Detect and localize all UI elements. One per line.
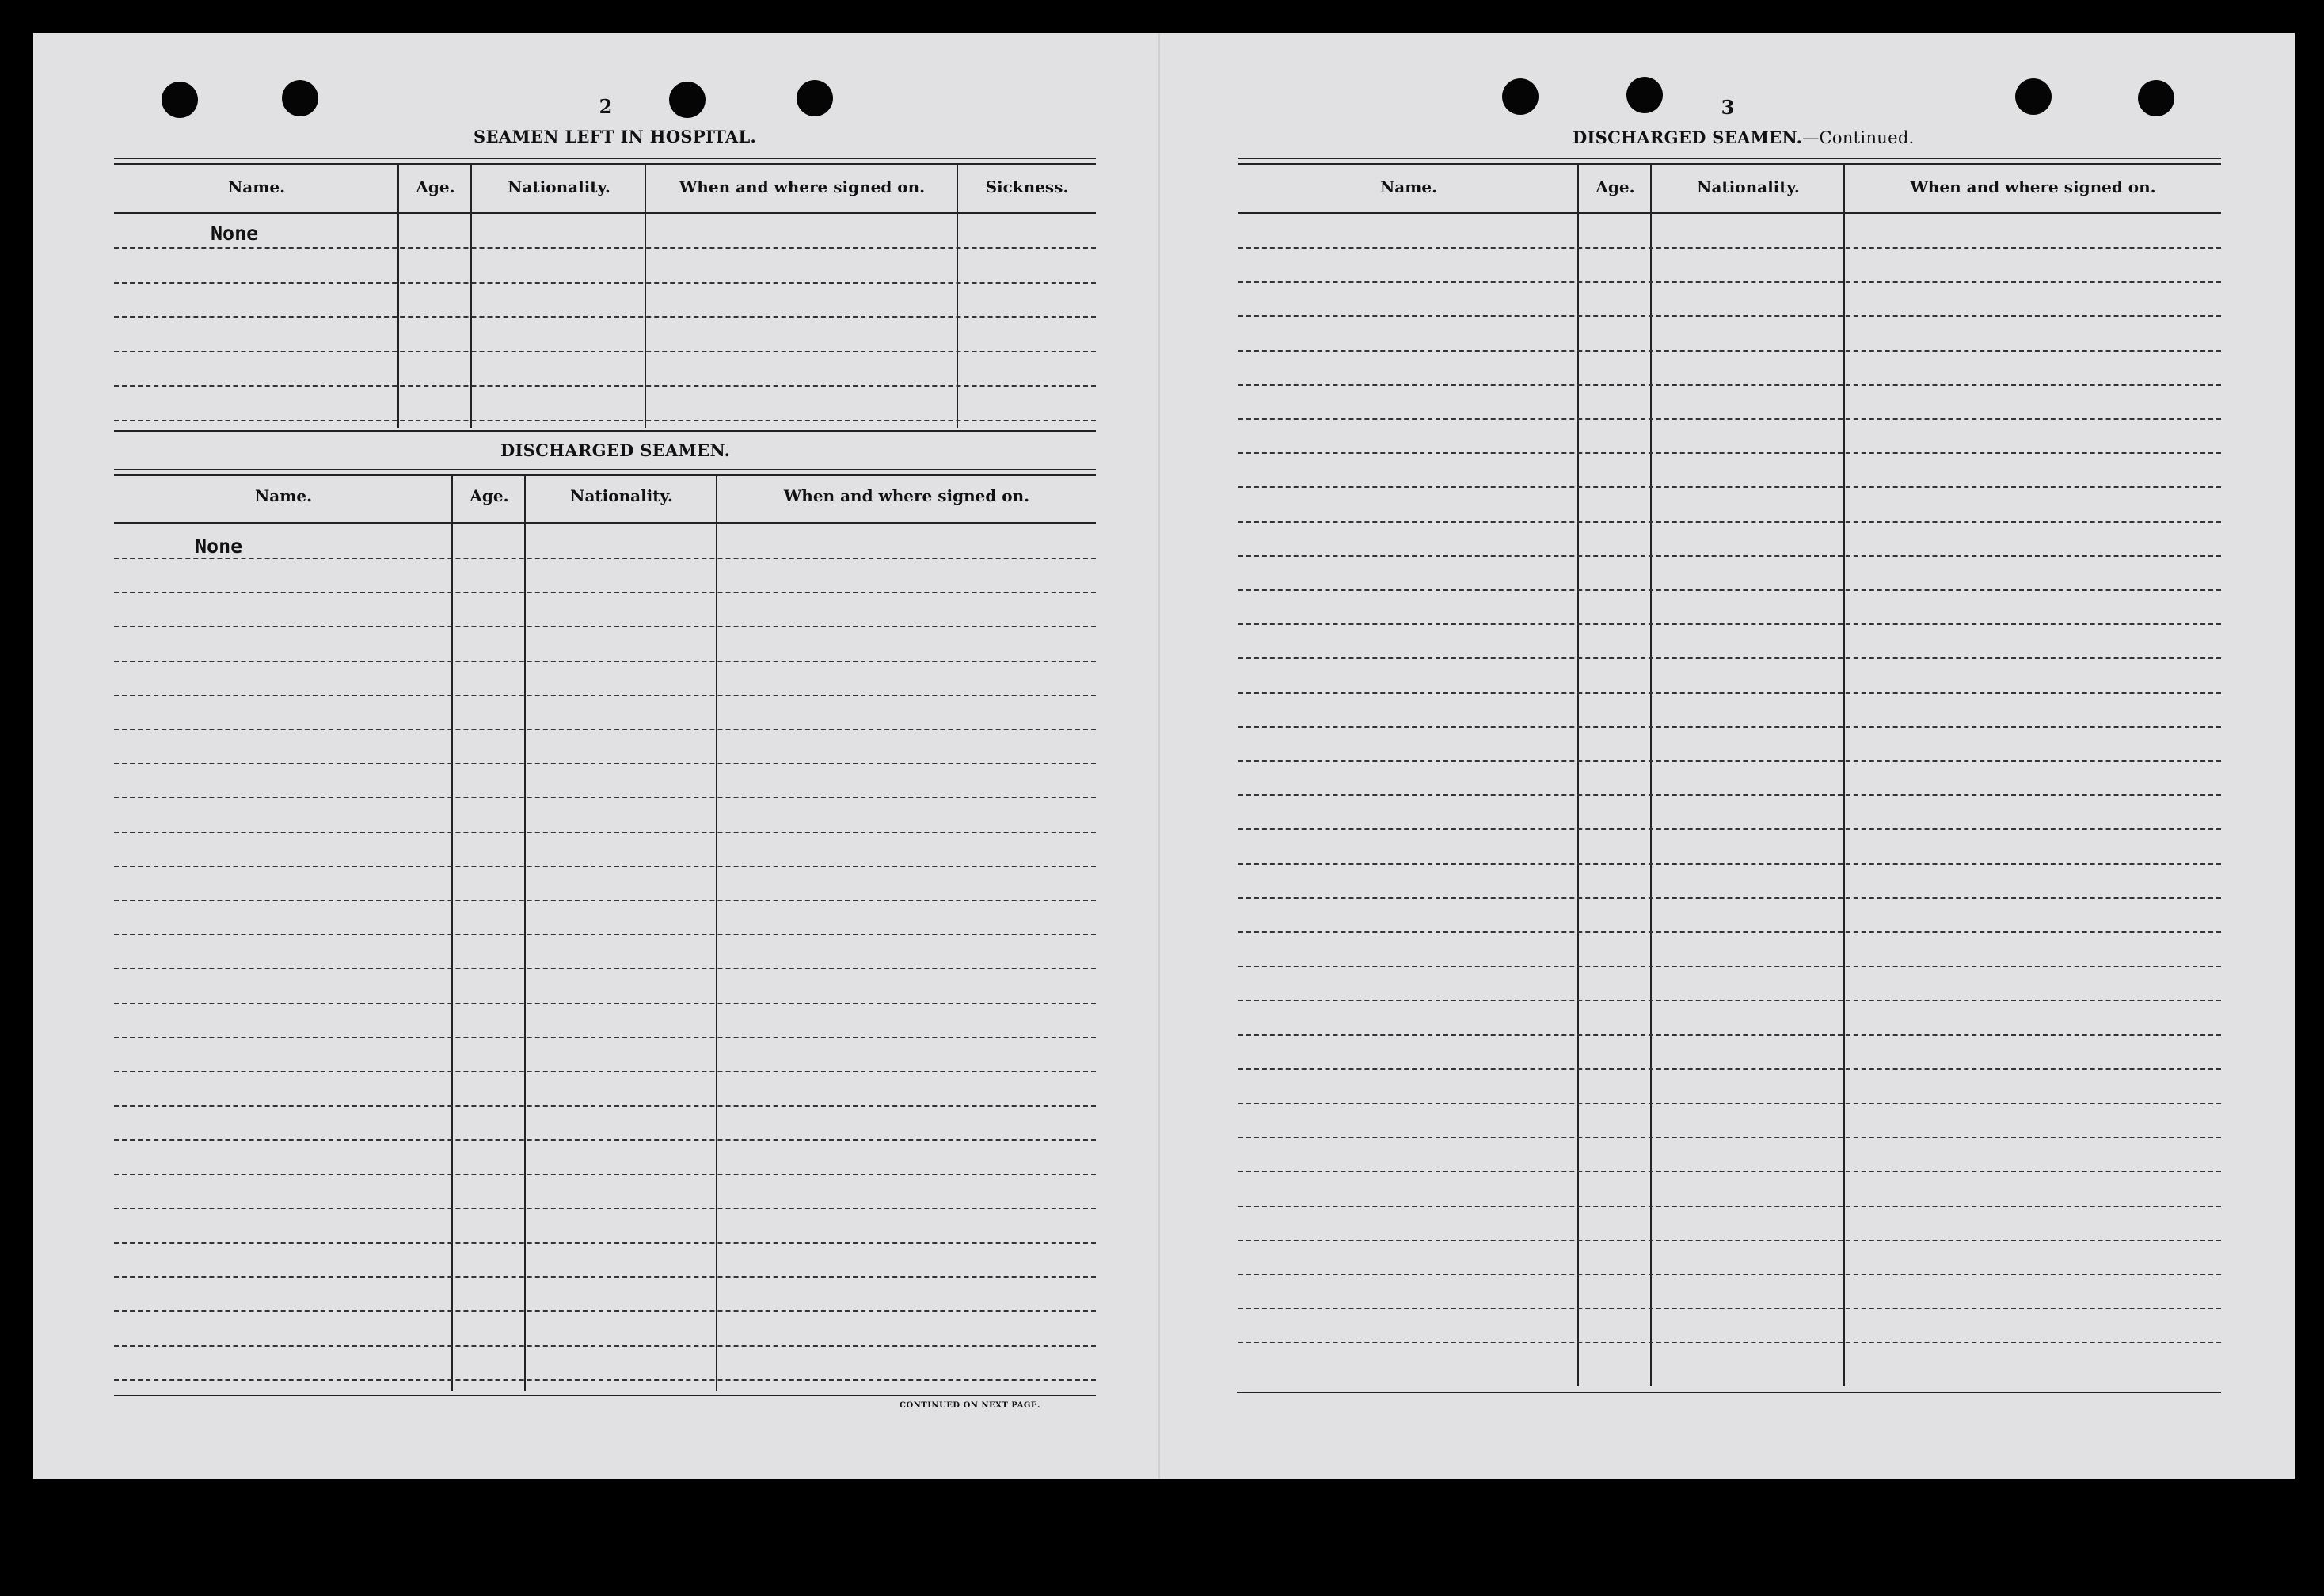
page-number: 2	[599, 95, 613, 118]
col-header-age: Age.	[416, 177, 455, 196]
ruled-row-line	[1238, 247, 2221, 249]
ruled-row-line	[1238, 589, 2221, 591]
column-divider	[470, 165, 472, 428]
ruled-row-line	[1238, 897, 2221, 899]
ruled-row-line	[114, 695, 1096, 696]
punch-hole-icon	[162, 82, 198, 118]
left-page	[33, 33, 1160, 1479]
col-header-name: Name.	[1379, 177, 1438, 196]
table-bottom-rule	[1237, 1392, 2221, 1393]
ruled-row-line	[114, 282, 1096, 284]
table-top-rule	[1238, 163, 2221, 165]
ruled-row-line	[114, 1379, 1096, 1381]
ruled-row-line	[1238, 384, 2221, 386]
ruled-row-line	[1238, 1103, 2221, 1104]
ruled-row-line	[114, 1310, 1096, 1312]
ruled-row-line	[1238, 863, 2221, 865]
ruled-row-line	[114, 420, 1096, 421]
ruled-row-line	[1238, 623, 2221, 625]
continued-suffix: —Continued.	[1802, 128, 1915, 147]
ruled-row-line	[1238, 350, 2221, 352]
ruled-row-line	[1238, 486, 2221, 488]
column-divider	[397, 165, 399, 428]
ruled-row-line	[114, 316, 1096, 318]
section-divider-rule	[114, 430, 1096, 432]
punch-hole-icon	[282, 80, 318, 116]
ruled-row-line	[1238, 966, 2221, 967]
ruled-row-line	[114, 558, 1096, 559]
ruled-row-line	[1238, 521, 2221, 523]
ruled-row-line	[114, 592, 1096, 593]
right-page	[1160, 33, 2295, 1479]
col-header-age: Age.	[1596, 177, 1635, 196]
ruled-row-line	[114, 797, 1096, 798]
ruled-row-line	[1238, 452, 2221, 454]
ruled-row-line	[114, 763, 1096, 764]
ruled-row-line	[114, 1071, 1096, 1072]
page-number: 3	[1721, 96, 1735, 119]
section-title-discharged-continued	[1573, 128, 1915, 147]
ruled-row-line	[114, 1174, 1096, 1175]
ruled-row-line	[1238, 692, 2221, 694]
ruled-row-line	[1238, 1342, 2221, 1343]
ruled-row-line	[1238, 555, 2221, 557]
punch-hole-icon	[2138, 80, 2174, 116]
ruled-row-line	[1238, 794, 2221, 796]
table-top-rule	[114, 469, 1096, 470]
ruled-row-line	[1238, 1206, 2221, 1207]
column-divider	[1577, 165, 1579, 1386]
col-header-nationality: Nationality.	[508, 177, 610, 196]
ruled-row-line	[114, 626, 1096, 627]
punch-hole-icon	[1502, 78, 1539, 115]
col-header-sickness: Sickness.	[985, 177, 1069, 196]
ruled-row-line	[1238, 726, 2221, 728]
ruled-row-line	[1238, 281, 2221, 283]
ruled-row-line	[1238, 1308, 2221, 1309]
ruled-row-line	[1238, 418, 2221, 420]
ruled-row-line	[114, 661, 1096, 662]
ruled-row-line	[1238, 1171, 2221, 1172]
ruled-row-line	[1238, 315, 2221, 317]
punch-hole-icon	[1626, 77, 1663, 113]
col-header-signed-on: When and where signed on.	[679, 177, 926, 196]
ruled-row-line	[1238, 1137, 2221, 1138]
ruled-row-line	[1238, 1000, 2221, 1001]
punch-hole-icon	[669, 82, 706, 118]
ruled-row-line	[114, 832, 1096, 833]
col-header-age: Age.	[470, 486, 509, 505]
ruled-row-line	[1238, 1034, 2221, 1036]
ruled-row-line	[1238, 760, 2221, 762]
col-header-name: Name.	[254, 486, 313, 505]
column-divider	[1843, 165, 1845, 1386]
continued-note: CONTINUED ON NEXT PAGE.	[900, 1401, 1041, 1410]
col-header-name: Name.	[227, 177, 286, 196]
col-header-nationality: Nationality.	[570, 486, 673, 505]
ruled-row-line	[1238, 1274, 2221, 1275]
ruled-row-line	[1238, 1068, 2221, 1070]
column-divider	[1650, 165, 1652, 1386]
section-title-hospital: SEAMEN LEFT IN HOSPITAL.	[474, 127, 757, 147]
ruled-row-line	[114, 1208, 1096, 1209]
column-divider	[645, 165, 646, 428]
header-underline	[114, 522, 1096, 524]
table-top-rule	[114, 163, 1096, 165]
ruled-row-line	[114, 1003, 1096, 1004]
table-top-rule	[114, 158, 1096, 159]
ruled-row-line	[114, 1105, 1096, 1107]
ruled-row-line	[114, 729, 1096, 730]
section-title-discharged: DISCHARGED SEAMEN.	[500, 440, 731, 460]
page-spine	[1158, 33, 1160, 1479]
ruled-row-line	[114, 1276, 1096, 1278]
ruled-row-line	[114, 351, 1096, 352]
header-underline	[114, 212, 1096, 214]
section-title-text: DISCHARGED SEAMEN.	[1573, 128, 1803, 147]
punch-hole-icon	[797, 80, 833, 116]
punch-hole-icon	[2015, 78, 2052, 115]
col-header-signed-on: When and where signed on.	[1910, 177, 2156, 196]
ruled-row-line	[114, 934, 1096, 935]
table-cell-name: None	[195, 535, 243, 558]
ruled-row-line	[114, 1345, 1096, 1347]
ruled-row-line	[114, 900, 1096, 901]
table-top-rule	[1238, 158, 2221, 159]
ruled-row-line	[1238, 1240, 2221, 1241]
ruled-row-line	[114, 247, 1096, 249]
ruled-row-line	[114, 1139, 1096, 1141]
ruled-row-line	[1238, 828, 2221, 830]
ruled-row-line	[114, 968, 1096, 969]
header-underline	[1238, 212, 2221, 214]
column-divider	[957, 165, 958, 428]
ruled-row-line	[114, 1037, 1096, 1038]
table-cell-name: None	[211, 222, 259, 245]
col-header-signed-on: When and where signed on.	[783, 486, 1030, 505]
table-bottom-rule	[114, 1395, 1096, 1396]
table-top-rule	[114, 474, 1096, 476]
ruled-row-line	[114, 385, 1096, 387]
ruled-row-line	[114, 866, 1096, 867]
ruled-row-line	[1238, 657, 2221, 659]
ruled-row-line	[114, 1242, 1096, 1244]
col-header-nationality: Nationality.	[1697, 177, 1800, 196]
ruled-row-line	[1238, 931, 2221, 933]
